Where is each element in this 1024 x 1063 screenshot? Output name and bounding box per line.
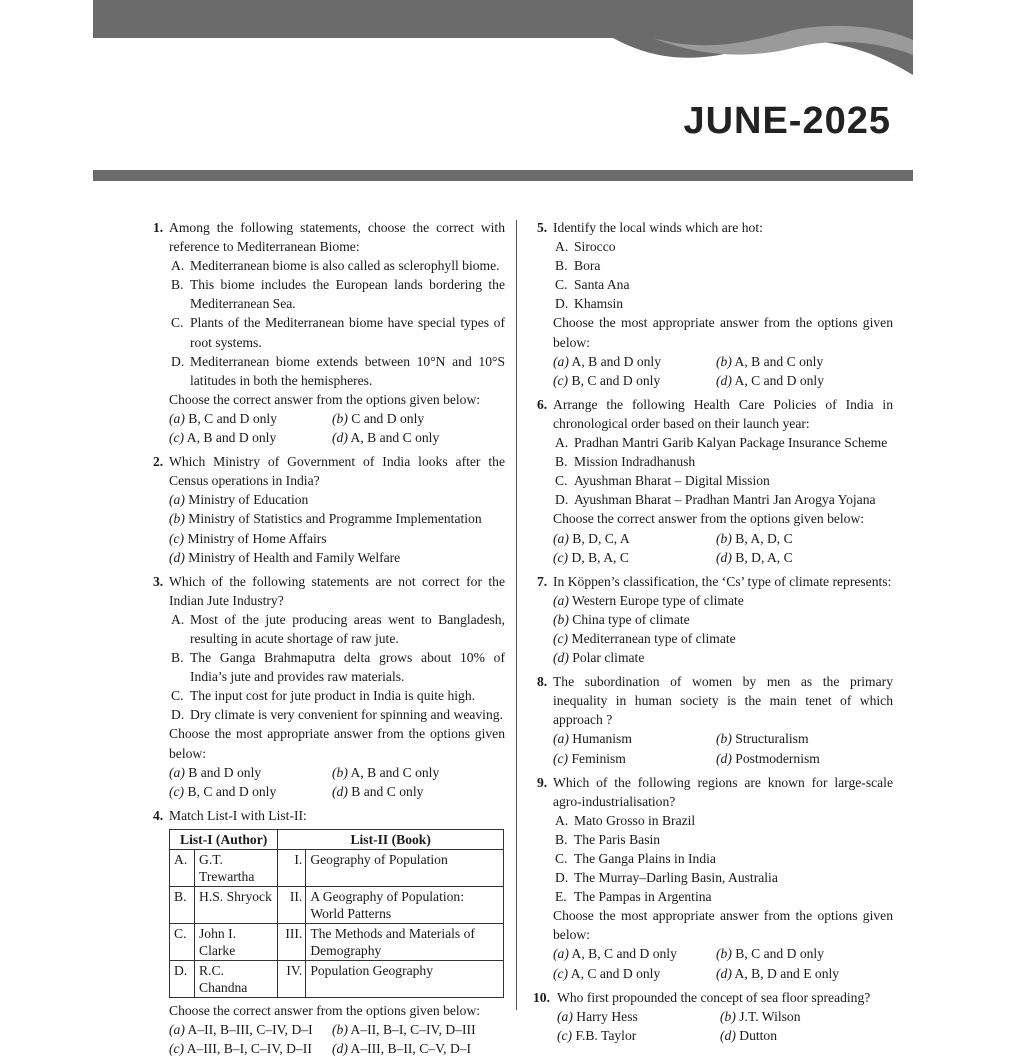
option [716,371,893,390]
statement-item [169,648,505,686]
statement-item [169,313,505,351]
option-text: Ministry of Home Affairs [187,530,327,546]
statement-text: Ayushman Bharat – Pradhan Mantri Jan Arogya Yojana [574,492,876,508]
question-8 [537,672,893,767]
table-cell-book: A Geography of Population: World Patterns [306,886,504,923]
option-letter: (b) [332,764,348,780]
option-letter: (a) [553,946,569,962]
options-grid [557,1007,893,1045]
option-text: B, C and D only [571,372,661,388]
statement-key: B. [555,258,568,274]
statement-text: The Pampas in Argentina [574,889,712,905]
option-letter: (a) [169,492,185,508]
statement-text: Plants of the Mediterranean biome have special types of root systems. [190,315,505,350]
table-cell-author: H.S. Shryock [195,886,278,923]
option-text: A, B and C only [350,430,440,446]
statement-text: Mediterranean biome is also called as sclerophyll biome. [190,258,500,274]
option-text: B, C and D only [188,410,278,426]
option [720,1007,893,1026]
option-letter: (d) [716,372,732,388]
statement-text: Mediterranean biome extends between 10°N and 10°S latitudes in both the hemispheres. [190,353,505,388]
answer-prompt: Choose the correct answer from the options given below: [553,511,865,527]
question-number: 9. [537,774,548,790]
statement-key: D. [555,870,569,886]
option-text: Harry Hess [576,1008,638,1024]
option-letter: (c) [553,372,569,388]
statement-item [169,256,505,275]
statement-key: B. [171,650,184,666]
option [553,729,716,748]
option-letter: (d) [720,1027,736,1043]
question-text: In Köppen’s classification, the ‘Cs’ type of climate represents: [553,573,892,589]
option [716,749,893,768]
statement-key: B. [555,454,568,470]
option [332,428,505,447]
option-text: China type of climate [572,611,690,627]
question-number: 6. [537,396,548,412]
question-text: Who first propounded the concept of sea floor spreading? [557,989,871,1005]
option [169,409,332,428]
option-letter: (c) [553,549,569,565]
options-grid [169,1020,505,1058]
table-row [170,886,504,923]
header-wave-band [93,0,913,75]
statement-text: Mato Grosso in Brazil [574,812,696,828]
option-letter: (d) [716,965,732,981]
table-cell-key: C. [170,923,195,960]
column-divider [516,220,517,1010]
question-6 [537,395,893,567]
statement-key: C. [555,277,568,293]
question-7 [537,572,893,667]
statement-item [553,849,893,868]
table-cell-book: The Methods and Materials of Demography [306,923,504,960]
question-1 [153,218,505,447]
option-text: Mediterranean type of climate [571,630,736,646]
statement-key: A. [555,812,569,828]
option-text: A, B and C only [350,764,440,780]
option-letter: (d) [553,650,569,666]
option-text: A–II, B–III, C–IV, D–I [187,1022,313,1037]
option-text: A–II, B–I, C–IV, D–III [350,1022,476,1037]
option-letter: (a) [553,592,569,608]
option [716,352,893,371]
statement-text: This biome includes the European lands bordering the Mediterranean Sea. [190,277,505,312]
statement-item [553,811,893,830]
option-letter: (b) [716,731,732,747]
option [169,490,505,509]
answer-prompt: Choose the most appropriate answer from the options given below: [169,726,505,761]
table-cell-roman: I. [278,849,306,886]
statement-item [553,452,893,471]
options-grid [169,763,505,801]
option-letter: (d) [332,1041,348,1057]
option [169,529,505,548]
option-text: Ministry of Education [188,492,309,508]
option-text: B and D only [188,764,262,780]
table-cell-book: Geography of Population [306,849,504,886]
option [332,409,505,428]
statement-key: D. [171,707,185,723]
statement-key: B. [555,831,568,847]
statement-item [553,294,893,313]
option [169,763,332,782]
table-cell-roman: III. [278,923,306,960]
question-number: 1. [153,220,164,235]
question-number: 10. [533,989,550,1005]
option-letter: (d) [716,750,732,766]
option [557,1007,720,1026]
statement-item [169,686,505,705]
statement-item [553,830,893,849]
statement-key: E. [555,889,567,905]
question-text: Which of the following statements are not correct for the Indian Jute Industry? [169,573,505,608]
question-text: Arrange the following Health Care Policies of India in chronological order based on their launch year: [553,396,893,431]
option [716,964,893,983]
statement-key: D. [555,296,569,312]
answer-prompt: Choose the most appropriate answer from the options given below: [553,315,893,350]
statement-text: The Paris Basin [574,831,661,847]
statement-text: Pradhan Mantri Garib Kalyan Package Insurance Scheme [574,435,888,451]
option-letter: (a) [553,530,569,546]
option [720,1026,893,1045]
option-letter: (c) [553,965,569,981]
question-text: Among the following statements, choose the correct with reference to Mediterranean Biome: [169,220,505,255]
option-letter: (b) [716,530,732,546]
statement-key: C. [171,315,184,331]
table-cell-book: Population Geography [306,960,504,997]
option-text: A–III, B–I, C–IV, D–II [186,1041,312,1057]
option-text: A–III, B–II, C–V, D–I [350,1041,472,1057]
match-table [169,829,504,998]
statement-text: Ayushman Bharat – Digital Mission [574,473,770,489]
option-text: Feminism [571,750,626,766]
option-text: Western Europe type of climate [572,592,744,608]
statement-item [553,868,893,887]
question-text: Which Ministry of Government of India looks after the Census operations in India? [169,454,505,489]
question-number: 4. [153,807,164,823]
answer-prompt: Choose the correct answer from the options given below: [169,391,481,407]
statement-key: A. [171,611,185,627]
right-column [533,218,893,1050]
option [716,529,893,548]
table-cell-key: B. [170,886,195,923]
option-letter: (a) [169,764,185,780]
option-text: A, B, C and D only [571,946,677,962]
statement-item [169,275,505,313]
statement-text: Dry climate is very convenient for spinning and weaving. [190,707,503,723]
table-row [170,960,504,997]
statement-key: A. [171,258,185,274]
option-letter: (b) [716,353,732,369]
option-text: B, D, A, C [735,549,793,565]
table-cell-key: D. [170,960,195,997]
option-letter: (a) [169,410,185,426]
statement-key: D. [555,492,569,508]
option [553,964,716,983]
answer-prompt: Choose the correct answer from the options given below: [169,1002,481,1018]
option-letter: (a) [553,353,569,369]
option [169,1039,332,1058]
option-text: B, D, C, A [572,530,630,546]
option [553,629,893,648]
option-text: Postmodernism [735,750,820,766]
question-9 [537,773,893,983]
option-letter: (c) [169,430,185,446]
options-grid [169,409,505,447]
option-letter: (b) [716,946,732,962]
option [332,782,505,801]
option-letter: (c) [553,630,569,646]
table-header-list1: List-I (Author) [170,829,278,849]
statement-item [553,887,893,906]
statement-key: C. [171,688,184,704]
option-letter: (c) [169,530,185,546]
option [557,1026,720,1045]
statement-text: Most of the jute producing areas went to Bangladesh, resulting in acute shortage of raw jute. [190,611,505,646]
statement-item [169,610,505,648]
statement-item [169,705,505,724]
table-header-row [170,829,504,849]
option [553,371,716,390]
option-letter: (d) [332,783,348,799]
question-number: 2. [153,454,164,470]
statement-text: Sirocco [574,239,616,255]
option-text: Ministry of Health and Family Welfare [188,549,401,565]
statement-text: Santa Ana [574,277,630,293]
statement-text: The input cost for jute product in India is quite high. [190,688,476,704]
statement-item [553,256,893,275]
option-text: Structuralism [735,731,809,747]
option-letter: (b) [332,410,348,426]
option-text: Ministry of Statistics and Programme Implementation [188,511,482,527]
option-text: A, B and C only [734,353,824,369]
option-text: A, C and D only [570,965,661,981]
option [553,944,716,963]
options-grid [553,529,893,567]
option-text: A, C and D only [734,372,825,388]
table-cell-key: A. [170,849,195,886]
option [553,548,716,567]
statement-item [553,237,893,256]
statement-item [553,275,893,294]
option-letter: (c) [553,750,569,766]
option-letter: (c) [169,1041,185,1057]
question-text: Which of the following regions are known for large-scale agro-industrialisation? [553,774,893,809]
left-column [153,218,505,1063]
option-letter: (b) [169,511,185,527]
title-rule [93,170,913,181]
option-letter: (a) [169,1022,185,1037]
option [169,428,332,447]
table-cell-author: John I. Clarke [195,923,278,960]
option [169,1020,332,1039]
statement-item [169,352,505,390]
option-text: Dutton [739,1027,778,1043]
statement-item [553,490,893,509]
option-text: Polar climate [572,650,645,666]
option [716,944,893,963]
question-number: 8. [537,674,548,690]
question-5 [537,218,893,390]
page-title: JUNE-2025 [683,100,891,142]
option-letter: (d) [169,549,185,565]
option-letter: (b) [720,1008,736,1024]
option-letter: (c) [557,1027,573,1043]
option [169,782,332,801]
options-grid [553,729,893,767]
question-text: The subordination of women by men as the primary inequality in human society is the main tenet of which approach ? [553,674,893,728]
option [169,509,505,528]
question-4 [153,806,505,1058]
statement-key: C. [555,473,568,489]
statement-item [553,433,893,452]
statement-text: The Ganga Brahmaputra delta grows about 10% of India’s jute and provides raw materials. [190,650,505,685]
statement-text: The Murray–Darling Basin, Australia [574,870,778,886]
option [553,591,893,610]
option [553,529,716,548]
option-letter: (b) [332,1022,348,1037]
question-number: 5. [537,220,548,235]
option-text: B, A, D, C [735,530,793,546]
option-text: A, B and D only [186,430,277,446]
option-text: J.T. Wilson [739,1008,801,1024]
table-header-list2: List-II (Book) [278,829,504,849]
statement-text: The Ganga Plains in India [574,851,716,866]
options-grid [553,352,893,390]
option [169,548,505,567]
answer-prompt: Choose the most appropriate answer from the options given below: [553,908,893,943]
option [553,610,893,629]
option-letter: (d) [332,430,348,446]
statement-text: Bora [574,258,601,274]
statement-key: D. [171,353,185,369]
statement-item [553,471,893,490]
statement-key: C. [555,851,568,866]
question-text: Match List-I with List-II: [169,807,307,823]
option-letter: (a) [557,1008,573,1024]
statement-key: B. [171,277,184,293]
option [716,729,893,748]
option-letter: (a) [553,731,569,747]
option-text: F.B. Taylor [575,1027,637,1043]
option [332,1039,505,1058]
option [553,352,716,371]
option-text: D, B, A, C [571,549,629,565]
option [553,749,716,768]
option [332,763,505,782]
question-3 [153,572,505,801]
option-text: B and C only [351,783,424,799]
option [332,1020,505,1039]
option-text: A, B, D and E only [734,965,840,981]
option-text: Humanism [572,731,632,747]
option-text: C and D only [351,410,425,426]
option-text: A, B and D only [571,353,662,369]
options-grid [553,944,893,982]
question-number: 3. [153,573,164,589]
statement-key: A. [555,239,569,255]
option-letter: (c) [169,783,185,799]
option-text: B, C and D only [187,783,277,799]
option-letter: (d) [716,549,732,565]
statement-key: A. [555,435,569,451]
option [716,548,893,567]
statement-text: Khamsin [574,296,624,312]
table-cell-author: G.T. Trewartha [195,849,278,886]
table-cell-author: R.C. Chandna [195,960,278,997]
question-number: 7. [537,573,548,589]
table-row [170,849,504,886]
table-cell-roman: II. [278,886,306,923]
table-row [170,923,504,960]
question-2 [153,452,505,567]
question-10 [533,988,893,1045]
option-text: B, C and D only [735,946,825,962]
table-cell-roman: IV. [278,960,306,997]
option [553,648,893,667]
question-text: Identify the local winds which are hot: [553,220,763,235]
option-letter: (b) [553,611,569,627]
statement-text: Mission Indradhanush [574,454,696,470]
